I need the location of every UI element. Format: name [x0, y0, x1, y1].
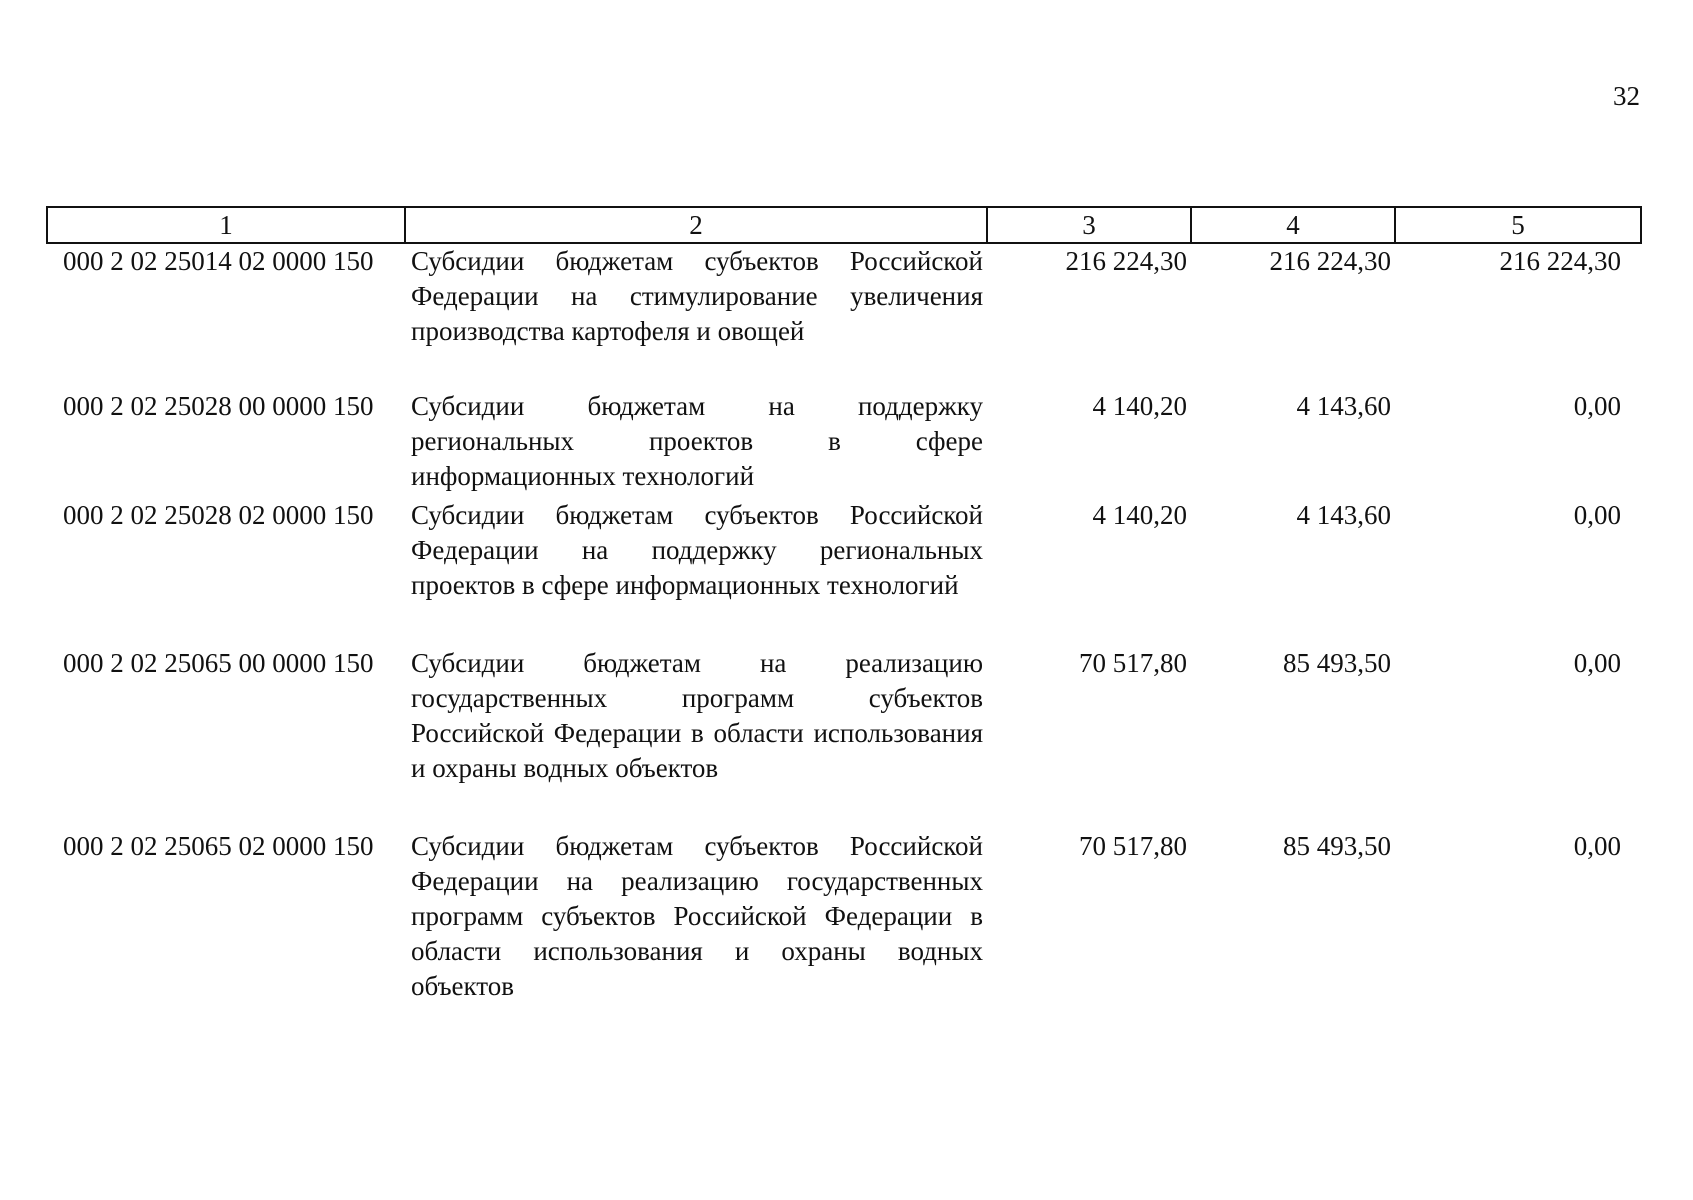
- table-row: [47, 389, 1641, 498]
- amount-col-5: 0,00: [1573, 391, 1621, 421]
- amount-col-3: 70 517,80: [1079, 831, 1187, 861]
- budget-code: 000 2 02 25028 02 0000 150: [63, 500, 374, 530]
- budget-table-container: [46, 206, 1640, 1009]
- budget-table: [46, 206, 1642, 1009]
- header-col-4: 4: [1191, 207, 1395, 243]
- amount-col-5: 0,00: [1573, 500, 1621, 530]
- amount-col-3: 4 140,20: [1092, 500, 1187, 530]
- header-col-3: 3: [987, 207, 1191, 243]
- page-number: 32: [1613, 81, 1640, 111]
- header-col-1: 1: [47, 207, 405, 243]
- amount-col-4: 216 224,30: [1269, 246, 1391, 276]
- table-row: [47, 498, 1641, 646]
- description: Субсидии бюджетам субъектов Российской Федерации на поддержку региональных проектов в сфере информационных технологий: [411, 500, 983, 600]
- header-row: [47, 207, 1641, 243]
- table-row: [47, 829, 1641, 1009]
- table-row: [47, 243, 1641, 389]
- amount-col-4: 4 143,60: [1296, 500, 1391, 530]
- amount-col-5: 0,00: [1573, 648, 1621, 678]
- description: Субсидии бюджетам на реализацию государственных программ субъектов Российской Федерации в области использования и охраны водных объектов: [411, 648, 983, 783]
- table-header: [47, 207, 1641, 243]
- amount-col-5: 216 224,30: [1499, 246, 1621, 276]
- amount-col-4: 85 493,50: [1283, 648, 1391, 678]
- header-col-2: 2: [405, 207, 987, 243]
- budget-code: 000 2 02 25028 00 0000 150: [63, 391, 374, 421]
- budget-code: 000 2 02 25065 00 0000 150: [63, 648, 374, 678]
- table-row: [47, 646, 1641, 829]
- budget-code: 000 2 02 25014 02 0000 150: [63, 246, 374, 276]
- table-body: [47, 243, 1641, 1009]
- description: Субсидии бюджетам субъектов Российской Федерации на реализацию государственных программ субъектов Российской Федерации в области использования и охраны водных объектов: [411, 831, 983, 1001]
- description: Субсидии бюджетам на поддержку региональных проектов в сфере информационных технологий: [411, 391, 983, 491]
- amount-col-3: 216 224,30: [1065, 246, 1187, 276]
- header-col-5: 5: [1395, 207, 1641, 243]
- amount-col-4: 4 143,60: [1296, 391, 1391, 421]
- description: Субсидии бюджетам субъектов Российской Федерации на стимулирование увеличения производства картофеля и овощей: [411, 246, 983, 346]
- budget-code: 000 2 02 25065 02 0000 150: [63, 831, 374, 861]
- amount-col-3: 70 517,80: [1079, 648, 1187, 678]
- amount-col-5: 0,00: [1573, 831, 1621, 861]
- amount-col-3: 4 140,20: [1092, 391, 1187, 421]
- amount-col-4: 85 493,50: [1283, 831, 1391, 861]
